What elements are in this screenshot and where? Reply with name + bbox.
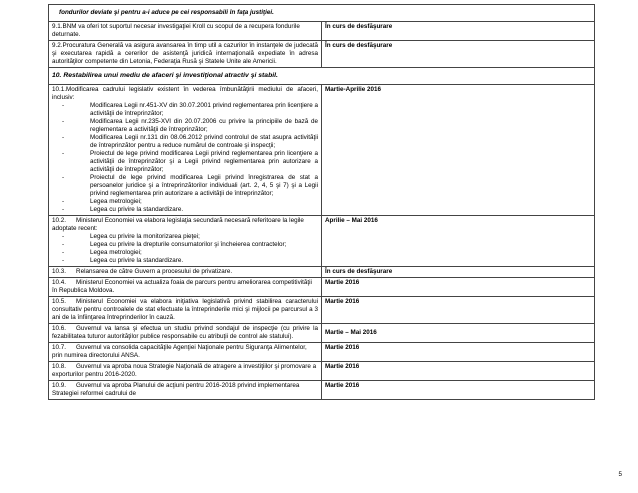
action-cell (49, 85, 322, 216)
page-number: 5 (618, 471, 622, 478)
table-row (49, 68, 595, 85)
term-cell: Martie 2016 (322, 362, 595, 381)
term-cell: Martie 2016 (322, 278, 595, 297)
term-cell: Martie – Mai 2016 (322, 324, 595, 343)
list-item: - Proiectul de lege privind modificarea Legii privind reglementarea prin licenţiere a activităţii de întreprinzător şi a Legii privind reglementarea prin autorizare a activităţii de întreprinzător; (52, 150, 318, 174)
action-number: 10.7. (52, 344, 67, 351)
list-item: - Modificarea Legii nr.451-XV din 30.07.2001 privind reglementarea prin licenţiere a activităţii de întreprinzător; (52, 102, 318, 118)
continuation-row-text: fondurilor deviate şi pentru a-i aduce pe cei responsabili în faţa justiţiei. (49, 5, 595, 22)
section-title: 10. Restabilirea unui mediu de afaceri şi investiţional atractiv şi stabil. (49, 68, 595, 85)
action-number: 9.2. (52, 42, 63, 49)
action-text: Relansarea de către Guvern a procesului de privatizare. (76, 268, 233, 275)
list-item: - Legea cu privire la standardizare. (52, 257, 318, 265)
table-row (49, 343, 595, 362)
action-text: Guvernul va aproba Planului de acţiuni pentru 2016-2018 privind implementarea Strategiei reformei cadrului de (52, 382, 300, 397)
action-cell (49, 41, 322, 68)
term-cell: Martie 2016 (322, 381, 595, 400)
action-cell (49, 22, 322, 41)
action-list (52, 102, 318, 214)
table-row (49, 41, 595, 68)
list-item: - Modificarea Legii nr.235-XVI din 20.07.2006 cu privire la principiile de bază de reglementare a activităţii de întreprinzător; (52, 118, 318, 134)
action-cell (49, 297, 322, 324)
action-number: 10.8. (52, 363, 67, 370)
term-cell: În curs de desfăşurare (322, 267, 595, 278)
table-row (49, 381, 595, 400)
table-row (49, 216, 595, 267)
list-item: - Proiectul de lege privind modificarea Legii privind înregistrarea de stat a persoanelor juridice şi a întreprinzătorilor individuali (art. 2, 4, 5 şi 7) şi a Legii privind reglementarea prin autorizare a activităţii de întreprinzător; (52, 174, 318, 198)
action-cell (49, 324, 322, 343)
action-list (52, 233, 318, 265)
table-row (49, 297, 595, 324)
action-number: 9.1. (52, 23, 63, 30)
action-text: BNM va oferi tot suportul necesar investigaţiei Kroll cu scopul de a recupera fondurile deturnate. (52, 23, 300, 38)
term-cell: Aprilie – Mai 2016 (322, 216, 595, 267)
action-text: Guvernul va aproba noua Strategie Naţională de atragere a investiţiilor şi promovare a exporturilor pentru 2016-2020. (52, 363, 317, 378)
action-plan-table (48, 4, 595, 400)
action-text: Ministerul Economiei va elabora legislaţia secundară necesară referitoare la legile adoptate recent: (52, 217, 304, 232)
table-row (49, 22, 595, 41)
list-item: - Modificarea Legii nr.131 din 08.06.2012 privind controlul de stat asupra activităţii de întreprinzător pentru a reduce numărul de controale şi inspecţii; (52, 134, 318, 150)
action-number: 10.1. (52, 86, 67, 93)
table-row (49, 278, 595, 297)
list-item: - Legea metrologiei; (52, 249, 318, 257)
term-cell: În curs de desfăşurare (322, 22, 595, 41)
table-row (49, 324, 595, 343)
table-row (49, 267, 595, 278)
term-cell: Martie-Aprilie 2016 (322, 85, 595, 216)
action-text: Guvernul va consolida capacităţile Agenţiei Naţionale pentru Siguranţa Alimentelor, prin numirea directorului ANSA. (52, 344, 307, 359)
term-cell: În curs de desfăşurare (322, 41, 595, 68)
action-number: 10.3. (52, 268, 67, 275)
action-number: 10.2. (52, 217, 67, 224)
table-row (49, 5, 595, 22)
list-item: - Legea cu privire la monitorizarea pieţei; (52, 233, 318, 241)
action-text: Ministerul Economiei va actualiza foaia de parcurs pentru ameliorarea competitivităţii în Republica Moldova. (52, 279, 312, 294)
table-row (49, 85, 595, 216)
list-item: - Legea metrologiei; (52, 198, 318, 206)
action-cell (49, 343, 322, 362)
action-number: 10.6. (52, 325, 67, 332)
action-cell (49, 381, 322, 400)
action-cell (49, 267, 322, 278)
action-number: 10.9. (52, 382, 67, 389)
action-number: 10.4. (52, 279, 67, 286)
action-cell (49, 216, 322, 267)
table-row (49, 362, 595, 381)
term-cell: Martie 2016 (322, 343, 595, 362)
action-text: Procuratura Generală va asigura avansarea în timp util a cazurilor în instanţele de judecată şi executarea rapidă a cererilor de asistenţă juridică internaţională expediate în adresa autorităţilor competente din Letonia, Federaţia Rusă şi Statele Unite ale Americii. (52, 42, 318, 65)
action-text: Ministerul Economiei va elabora iniţiativa legislativă privind stabilirea caracterului consultativ pentru controalele de stat efectuate la întreprinderile mici şi mijlocii pe parcursul a 3 ani de la înfiinţarea întreprinderilor în cauză. (52, 298, 318, 321)
action-text: Modificarea cadrului legislativ existent în vederea îmbunătăţirii mediului de afaceri, inclusiv: (52, 86, 318, 101)
action-cell (49, 278, 322, 297)
term-cell: Martie 2016 (322, 297, 595, 324)
list-item: - Legea cu privire la standardizare. (52, 206, 318, 214)
action-cell (49, 362, 322, 381)
action-text: Guvernul va lansa şi efectua un studiu privind sondajul de inspecţie (cu privire la fezabilitatea tuturor autorităţilor publice responsabile cu atribuţii de control ale statului). (52, 325, 318, 340)
action-number: 10.5. (52, 298, 67, 305)
list-item: - Legea cu privire la drepturile consumatorilor şi încheierea contractelor; (52, 241, 318, 249)
